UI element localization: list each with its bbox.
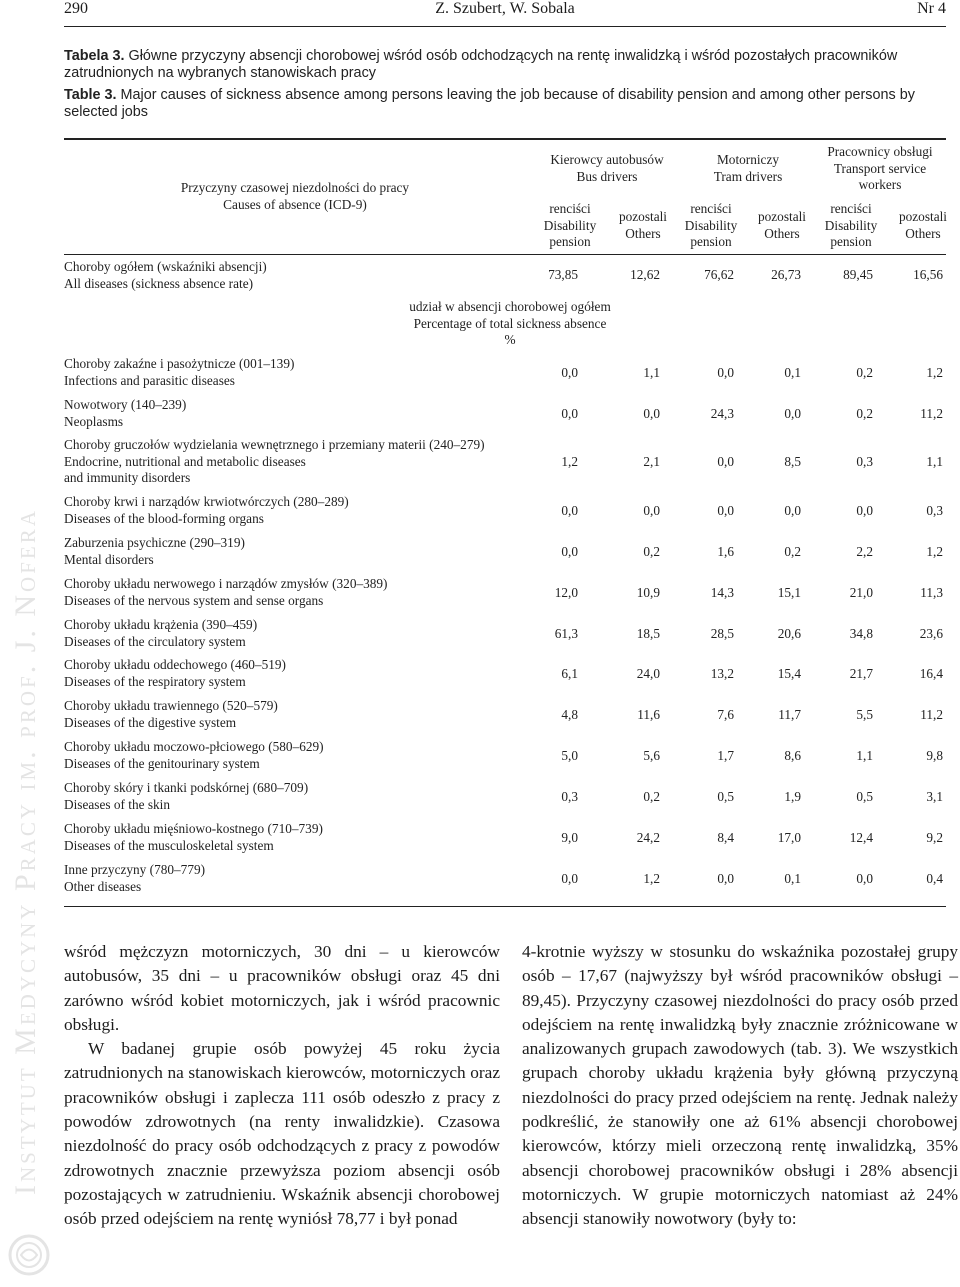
total-value: 16,56 [913, 267, 943, 282]
row-label-line: Inne przyczyny (780–779) [64, 862, 206, 877]
row-label-line: Choroby układu trawiennego (520–579) [64, 698, 278, 713]
caption-pl-text: Główne przyczyny absencji chorobowej wśród osób odchodzących na rentę inwalidzką i wśród pozostałych pracowników zatrudnionych na wybranych stanowiskach pracy [64, 48, 898, 81]
subheader-line: renciści [549, 201, 591, 216]
cell-value: 0,2 [856, 364, 873, 380]
cell-value: 0,5 [856, 788, 873, 804]
percent-header [390, 299, 630, 349]
row-label-line: Diseases of the skin [64, 796, 170, 812]
cell-value: 1,1 [856, 747, 873, 763]
cell-value: 11,6 [637, 706, 660, 722]
caption-pl [64, 48, 946, 82]
row-label-line: Diseases of the blood-forming organs [64, 510, 264, 526]
cell-value: 28,5 [710, 625, 734, 641]
row-label-line: Choroby ogółem (wskaźniki absencji) [64, 259, 267, 274]
cell-value: 10,9 [636, 584, 660, 600]
header-rule [64, 26, 946, 27]
cell-value: 9,0 [561, 829, 578, 845]
subheader-line: Disability [543, 217, 597, 233]
cell-value: 0,3 [561, 788, 578, 804]
cell-value: 1,2 [926, 543, 943, 559]
row-label-line: Diseases of the respiratory system [64, 673, 246, 689]
cell-value: 1,2 [926, 364, 943, 380]
cell-value: 1,7 [717, 747, 734, 763]
group-header-bus [537, 152, 677, 185]
row-label-line: Choroby skóry i tkanki podskórnej (680–709) [64, 780, 309, 795]
caption-en-label: Table 3. [64, 87, 117, 103]
cell-value: 0,0 [561, 543, 578, 559]
row-label-line: All diseases (sickness absence rate) [64, 275, 254, 291]
row-label-line: Nowotwory (140–239) [64, 397, 187, 412]
cell-value: 7,6 [717, 706, 734, 722]
row-label-line: Choroby krwi i narządów krwiotwórczych (280–289) [64, 494, 349, 509]
caption-en [64, 87, 946, 121]
body-column-left [64, 940, 500, 1232]
cell-value: 23,6 [919, 625, 943, 641]
table-row [64, 356, 544, 389]
causes-header [160, 180, 430, 213]
cell-value: 1,9 [784, 788, 801, 804]
table-row [64, 617, 544, 650]
cell-value: 9,8 [926, 747, 943, 763]
cell-value: 1,6 [717, 543, 734, 559]
total-value: 76,62 [704, 267, 734, 282]
row-label-line: Diseases of the genitourinary system [64, 755, 260, 771]
row-label-line: Choroby układu krążenia (390–459) [64, 617, 258, 632]
group-header-line: Tram drivers [713, 168, 783, 184]
cell-value: 0,0 [717, 364, 734, 380]
cell-value: 20,6 [777, 625, 801, 641]
cell-value: 13,2 [710, 665, 734, 681]
cell-value: 8,6 [784, 747, 801, 763]
group-header-line: Bus drivers [576, 168, 638, 184]
cell-value: 0,0 [561, 364, 578, 380]
cell-value: 0,2 [784, 543, 801, 559]
page-number: 290 [64, 0, 88, 17]
row-label-line: Choroby gruczołów wydzielania wewnętrznego i przemiany materii (240–279) [64, 437, 485, 452]
institute-watermark: Instytut Medycyny Pracy im. prof. J. Nofera [9, 508, 42, 1195]
subheader-line: Disability [684, 217, 738, 233]
body-column-right [522, 940, 958, 1232]
cell-value: 0,0 [643, 502, 660, 518]
row-label-line: Diseases of the nervous system and sense organs [64, 592, 324, 608]
cell-value: 5,6 [643, 747, 660, 763]
cell-value: 2,1 [643, 453, 660, 469]
subheader-line: Others [764, 225, 800, 241]
cell-value: 9,2 [926, 829, 943, 845]
running-header [64, 0, 946, 20]
cell-value: 14,3 [710, 584, 734, 600]
cell-value: 11,7 [778, 706, 801, 722]
cell-value: 12,0 [554, 584, 578, 600]
table-row [64, 698, 544, 731]
cell-value: 0,2 [643, 543, 660, 559]
cell-value: 24,3 [710, 405, 734, 421]
body-paragraph: wśród mężczyzn motorniczych, 30 dni – u kierowców autobusów, 35 dni – u pracowników obsługi oraz 45 dni zarówno wśród kobiet motorniczych, jak i wśród pracownic obsługi. [64, 942, 500, 1034]
row-label-line: Endocrine, nutritional and metabolic diseases [64, 453, 306, 469]
cell-value: 0,0 [717, 502, 734, 518]
row-label-line: Choroby układu nerwowego i narządów zmysłów (320–389) [64, 576, 388, 591]
row-label-line: Choroby układu oddechowego (460–519) [64, 657, 286, 672]
table-row [64, 437, 544, 487]
row-label-line: Zaburzenia psychiczne (290–319) [64, 535, 245, 550]
row-label-line: Neoplasms [64, 413, 124, 429]
cell-value: 16,4 [919, 665, 943, 681]
row-label-line: Diseases of the digestive system [64, 714, 237, 730]
total-row-label [64, 259, 544, 292]
percent-header-line: % [504, 332, 516, 347]
cell-value: 0,0 [856, 870, 873, 886]
row-label-line: Mental disorders [64, 551, 154, 567]
cell-value: 0,4 [926, 870, 943, 886]
cell-value: 11,2 [920, 405, 943, 421]
table-row [64, 576, 544, 609]
cell-value: 15,1 [777, 584, 801, 600]
cell-value: 1,1 [643, 364, 660, 380]
cell-value: 1,2 [643, 870, 660, 886]
group-header-transport [810, 144, 950, 194]
cell-value: 0,2 [856, 405, 873, 421]
group-header-tram [678, 152, 818, 185]
table-row [64, 494, 544, 527]
cell-value: 0,1 [784, 870, 801, 886]
subheader-line: Others [905, 225, 941, 241]
caption-en-text: Major causes of sickness absence among persons leaving the job because of disability pension and among other persons by selected jobs [64, 87, 915, 120]
total-value: 73,85 [548, 267, 578, 282]
table-row [64, 397, 544, 430]
table-top-rule [64, 138, 946, 140]
body-paragraph: W badanej grupie osób powyżej 45 roku życia zatrudnionych na stanowiskach kierowców, motorniczych oraz pracowników obsługi i zaplecza 111 osób odeszło z pracy z powodów zdrowotnych (na renty inwalidzkie). Czasowa niezdolność do pracy osób odchodzących z pracy z powodów zdrowotnych znacznie przewyższa poziom absencji osób pozostających w zatrudnieniu. Wskaźnik absencji chorobowej osób przed odejściem na rentę wyniósł 78,77 i był ponad [64, 1039, 500, 1229]
row-label-line: Choroby zakaźne i pasożytnicze (001–139) [64, 356, 295, 371]
subheader-line: renciści [690, 201, 732, 216]
table-row [64, 821, 544, 854]
causes-header-en: Causes of absence (ICD-9) [223, 196, 367, 212]
cell-value: 0,0 [784, 405, 801, 421]
cell-value: 0,0 [643, 405, 660, 421]
subheader-disability-bus [537, 201, 603, 251]
cell-value: 0,0 [717, 870, 734, 886]
cell-value: 0,0 [561, 870, 578, 886]
table-row [64, 739, 544, 772]
cell-value: 5,0 [561, 747, 578, 763]
cell-value: 12,4 [849, 829, 873, 845]
group-header-line: Motorniczy [716, 152, 780, 167]
causes-header-pl: Przyczyny czasowej niezdolności do pracy [180, 180, 410, 195]
institute-seal-icon [8, 1234, 50, 1276]
cell-value: 3,1 [926, 788, 943, 804]
row-label-line: Infections and parasitic diseases [64, 372, 235, 388]
total-value: 89,45 [843, 267, 873, 282]
row-label-line: Choroby układu mięśniowo-kostnego (710–739) [64, 821, 323, 836]
caption-pl-label: Tabela 3. [64, 48, 125, 64]
cell-value: 21,0 [849, 584, 873, 600]
group-header-line: Transport service [833, 160, 927, 176]
cell-value: 8,4 [717, 829, 734, 845]
row-label-line: Diseases of the circulatory system [64, 633, 246, 649]
subheader-others-tram [747, 209, 817, 242]
subheader-line: pension [830, 234, 872, 249]
body-paragraph: 4-krotnie wyższy w stosunku do wskaźnika pozostałej grupy osób – 17,67 (najwyższy był wśród pracowników obsługi – 89,45). Przyczyny czasowej niezdolności do pracy osób przed odejściem na rentę inwalidzką były znacznie zróżnicowane w analizowanych grupach zawodowych (tab. 3). We wszystkich grupach choroby układu krążenia były główną przyczyną niezdolności do pracy przed odejściem na rentę. Jednak należy podkreślić, że stanowiły one aż 61% absencji chorobowej kierowców, którzy mieli orzeczoną rentę inwalidzką, 35% absencji chorobowej pracowników obsługi i 28% absencji motorniczych. W grupie motorniczych natomiast aż 24% absencji stanowiły nowotwory (były to: [522, 942, 958, 1229]
group-header-line: Kierowcy autobusów [550, 152, 664, 167]
table-row [64, 657, 544, 690]
cell-value: 0,3 [856, 453, 873, 469]
header-bottom-rule [64, 254, 946, 255]
cell-value: 0,0 [717, 453, 734, 469]
subheader-disability-tram [678, 201, 744, 251]
table-bottom-rule [64, 906, 946, 907]
cell-value: 24,0 [636, 665, 660, 681]
cell-value: 15,4 [777, 665, 801, 681]
total-value: 26,73 [771, 267, 801, 282]
cell-value: 21,7 [849, 665, 873, 681]
subheader-disability-transport [818, 201, 884, 251]
cell-value: 1,2 [561, 453, 578, 469]
cell-value: 24,2 [636, 829, 660, 845]
subheader-line: pozostali [618, 209, 667, 224]
group-header-line: workers [858, 177, 902, 192]
table-row [64, 535, 544, 568]
cell-value: 11,3 [920, 584, 943, 600]
cell-value: 1,1 [926, 453, 943, 469]
cell-value: 34,8 [849, 625, 873, 641]
cell-value: 8,5 [784, 453, 801, 469]
cell-value: 17,0 [777, 829, 801, 845]
cell-value: 0,0 [784, 502, 801, 518]
subheader-line: renciści [830, 201, 872, 216]
running-authors: Z. Szubert, W. Sobala [435, 0, 575, 17]
cell-value: 2,2 [856, 543, 873, 559]
subheader-line: pozostali [898, 209, 947, 224]
table-row [64, 780, 544, 813]
subheader-line: Disability [824, 217, 878, 233]
row-label-line: Diseases of the musculoskeletal system [64, 837, 274, 853]
journal-issue: Nr 4 [917, 0, 946, 17]
subheader-others-bus [608, 209, 678, 242]
cell-value: 0,1 [784, 364, 801, 380]
cell-value: 0,3 [926, 502, 943, 518]
cell-value: 11,2 [920, 706, 943, 722]
cell-value: 0,0 [561, 405, 578, 421]
subheader-line: pension [549, 234, 591, 249]
subheader-line: pension [690, 234, 732, 249]
cell-value: 0,2 [643, 788, 660, 804]
cell-value: 6,1 [561, 665, 578, 681]
subheader-line: Others [625, 225, 661, 241]
cell-value: 4,8 [561, 706, 578, 722]
cell-value: 0,0 [856, 502, 873, 518]
cell-value: 18,5 [636, 625, 660, 641]
row-label-line: and immunity disorders [64, 470, 191, 485]
cell-value: 0,5 [717, 788, 734, 804]
subheader-line: pozostali [757, 209, 806, 224]
total-value: 12,62 [630, 267, 660, 282]
percent-header-line: udział w absencji chorobowej ogółem [409, 299, 611, 314]
percent-header-line: Percentage of total sickness absence [413, 315, 607, 331]
cell-value: 5,5 [856, 706, 873, 722]
table-row [64, 862, 544, 895]
row-label-line: Choroby układu moczowo-płciowego (580–629) [64, 739, 324, 754]
group-header-line: Pracownicy obsługi [827, 144, 933, 159]
subheader-others-transport [887, 209, 959, 242]
cell-value: 0,0 [561, 502, 578, 518]
cell-value: 61,3 [554, 625, 578, 641]
row-label-line: Other diseases [64, 878, 142, 894]
